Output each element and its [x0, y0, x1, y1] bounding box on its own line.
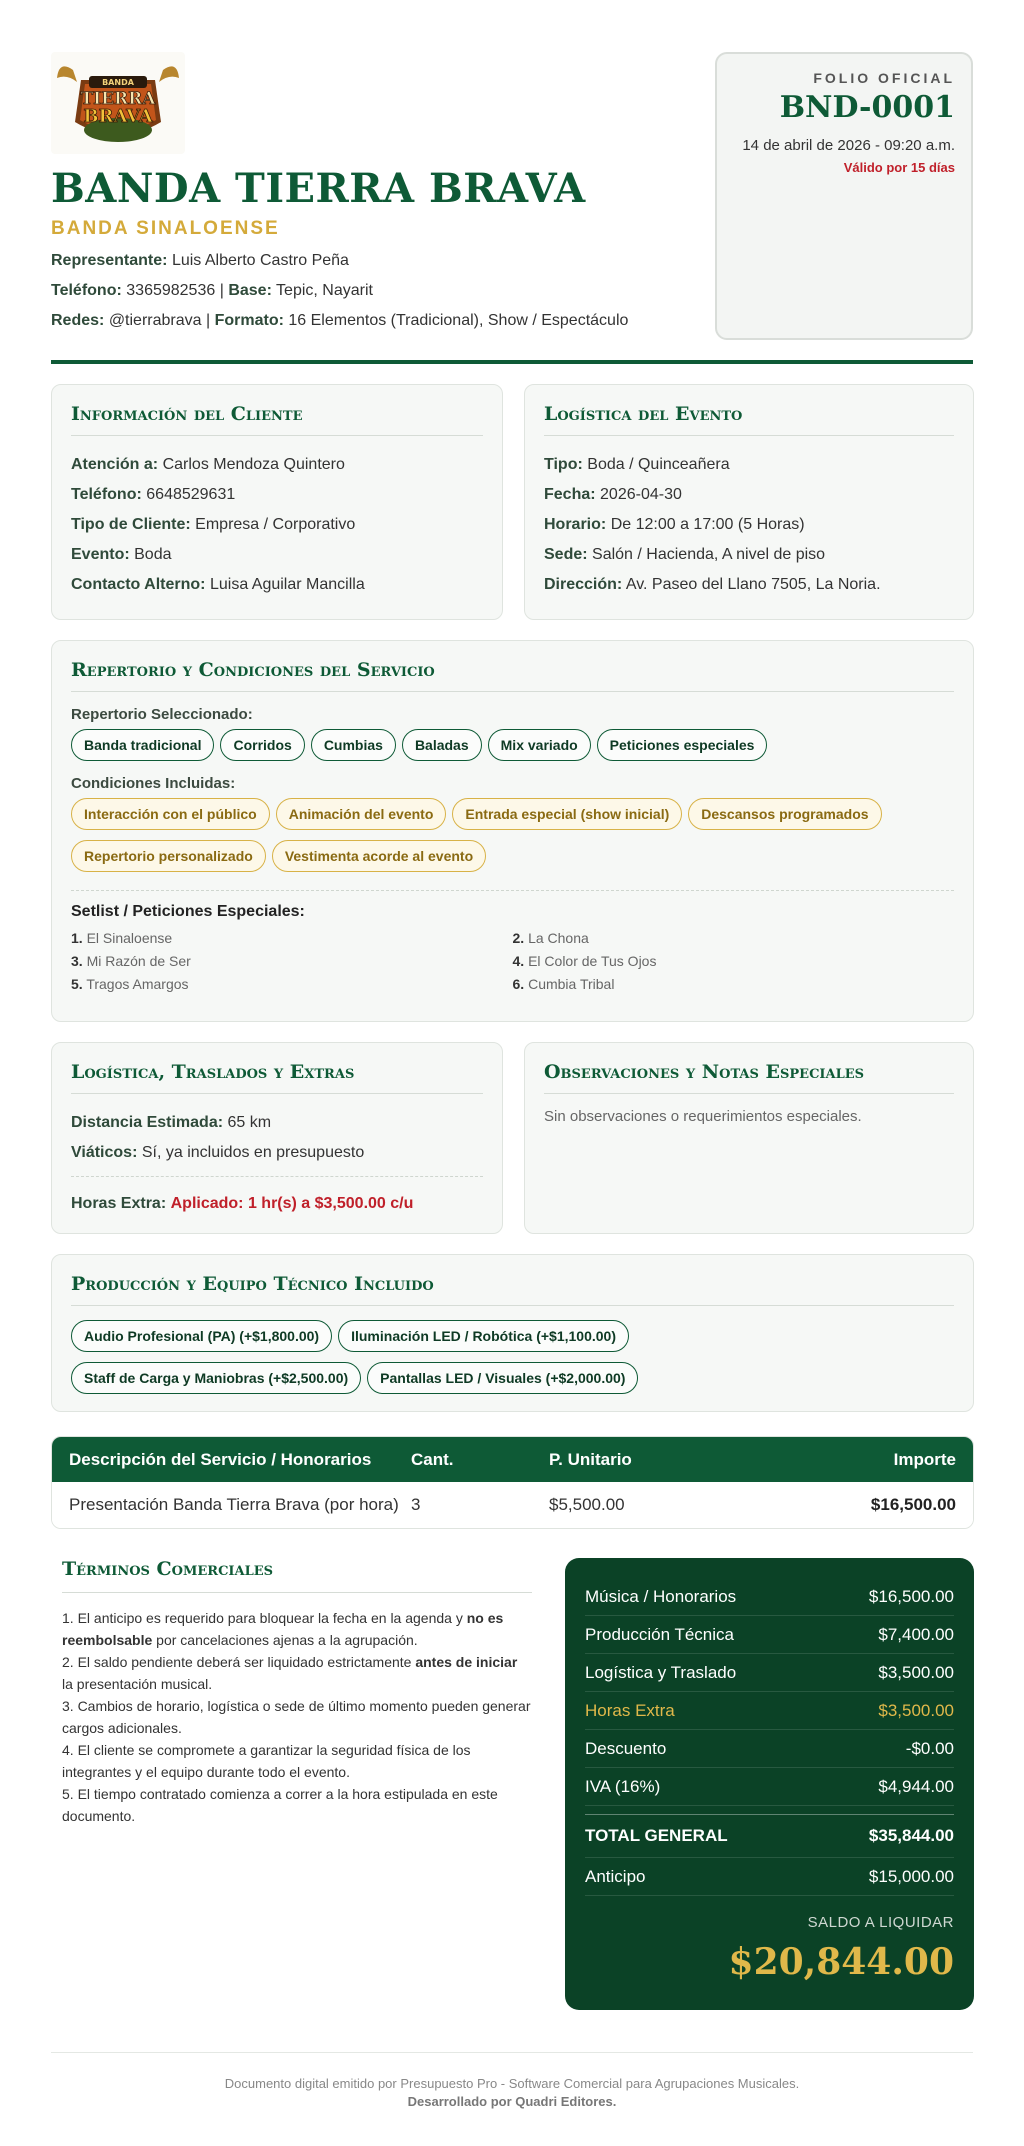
total-row-label: Horas Extra	[585, 1700, 675, 1720]
repertoire-chip: Cumbias	[311, 729, 396, 761]
setlist-number: 4.	[512, 953, 525, 969]
row-unit-price: $5,500.00	[549, 1495, 625, 1514]
table-row	[52, 1482, 973, 1528]
production-chip: Audio Profesional (PA) (+$1,800.00)	[71, 1320, 332, 1352]
event-row	[544, 570, 954, 600]
representative-value: Luis Alberto Castro Peña	[171, 252, 349, 269]
repertoire-title: Repertorio y Condiciones del Servicio	[71, 659, 954, 692]
validity-note: Válido por 15 días	[843, 160, 955, 175]
client-row-label: Contacto Alterno:	[71, 576, 206, 593]
selected-repertoire-chips	[71, 729, 954, 771]
setlist-item	[513, 927, 955, 950]
format-label: Formato:	[214, 312, 284, 329]
production-card	[51, 1254, 974, 1412]
term-item: 4. El cliente se compromete a garantizar la seguridad física de los integrantes y el equipo durante todo el evento.	[62, 1742, 471, 1780]
total-row-value: $3,500.00	[878, 1662, 954, 1682]
setlist-item	[71, 927, 513, 950]
term-text: la presentación musical.	[62, 1676, 213, 1692]
deposit-row	[585, 1858, 954, 1896]
setlist-item	[71, 973, 513, 996]
repertoire-chip: Banda tradicional	[71, 729, 214, 761]
term-item	[62, 1607, 532, 1651]
setlist-number: 5.	[71, 976, 83, 992]
client-row	[71, 480, 483, 510]
total-row	[585, 1768, 954, 1806]
condition-chip: Vestimenta acorde al evento	[272, 840, 486, 872]
band-phone-value: 3365982536	[126, 282, 216, 299]
setlist-song: Cumbia Tribal	[528, 976, 615, 992]
commercial-terms	[62, 1558, 532, 1827]
social-label: Redes:	[51, 312, 105, 329]
format-value: 16 Elementos (Tradicional), Show / Espectáculo	[288, 312, 629, 329]
viaticos-label: Viáticos:	[71, 1144, 138, 1161]
event-row-label: Fecha:	[544, 486, 596, 503]
setlist-item	[513, 950, 955, 973]
setlist	[71, 927, 954, 996]
repertoire-chip: Baladas	[402, 729, 482, 761]
event-row	[544, 510, 954, 540]
table-header	[52, 1437, 973, 1482]
total-row-value: $7,400.00	[878, 1624, 954, 1644]
client-row-label: Atención a:	[71, 456, 159, 473]
selected-repertoire-label: Repertorio Seleccionado:	[71, 706, 253, 723]
term-text: 2. El saldo pendiente deberá ser liquidado estrictamente	[62, 1654, 416, 1670]
event-row-value: 2026-04-30	[600, 486, 682, 503]
social-format-line	[51, 312, 628, 330]
total-row-value: $4,944.00	[878, 1776, 954, 1796]
deposit-value: $15,000.00	[868, 1866, 954, 1886]
setlist-item	[71, 950, 513, 973]
grand-total-label: TOTAL GENERAL	[585, 1826, 728, 1845]
total-row-value: -$0.00	[905, 1738, 954, 1758]
setlist-song: El Color de Tus Ojos	[528, 953, 657, 969]
service-table	[51, 1436, 974, 1529]
svg-text:BRAVA: BRAVA	[83, 106, 153, 127]
setlist-number: 1.	[71, 930, 83, 946]
band-phone-label: Teléfono:	[51, 282, 122, 299]
total-row	[585, 1654, 954, 1692]
client-info-card	[51, 384, 503, 620]
client-row-value: Empresa / Corporativo	[195, 516, 356, 533]
row-description: Presentación Banda Tierra Brava (por hora)	[69, 1495, 399, 1514]
grand-total-row	[585, 1814, 954, 1858]
document-header	[51, 52, 973, 360]
client-row-label: Tipo de Cliente:	[71, 516, 191, 533]
folio-label: FOLIO OFICIAL	[813, 70, 955, 86]
client-row-value: 6648529631	[146, 486, 236, 503]
repertoire-chip: Corridos	[220, 729, 304, 761]
terms-title: Términos Comerciales	[62, 1558, 532, 1593]
setlist-song: Mi Razón de Ser	[86, 953, 191, 969]
base-label: Base:	[228, 282, 272, 299]
total-row-label: Descuento	[585, 1738, 667, 1758]
separator: |	[205, 312, 211, 329]
total-row-value: $16,500.00	[868, 1586, 954, 1606]
term-item	[62, 1651, 532, 1695]
condition-chip: Repertorio personalizado	[71, 840, 266, 872]
logistics-extras-card	[51, 1042, 503, 1234]
representative-line	[51, 252, 349, 270]
total-row-extra-hours	[585, 1692, 954, 1730]
band-genre: BANDA SINALOENSE	[51, 218, 280, 239]
client-row-value: Carlos Mendoza Quintero	[162, 456, 345, 473]
client-row-label: Evento:	[71, 546, 130, 563]
event-row-value: Salón / Hacienda, A nivel de piso	[592, 546, 826, 563]
setlist-song: La Chona	[528, 930, 589, 946]
total-row-label: Producción Técnica	[585, 1624, 734, 1644]
balance-value: $20,844.00	[728, 1941, 954, 1983]
svg-text:BANDA: BANDA	[102, 78, 134, 87]
total-row-label: Logística y Traslado	[585, 1662, 737, 1682]
condition-chip: Descansos programados	[688, 798, 881, 830]
repertoire-card	[51, 640, 974, 1022]
event-row-label: Horario:	[544, 516, 607, 533]
grand-total-value: $35,844.00	[868, 1826, 954, 1845]
header-divider	[51, 360, 973, 364]
extra-hours-label: Horas Extra:	[71, 1195, 167, 1212]
notes-card	[524, 1042, 974, 1234]
setlist-number: 6.	[512, 976, 525, 992]
separator: |	[219, 282, 224, 299]
event-logistics-card	[524, 384, 974, 620]
band-logo-graphic	[51, 52, 185, 154]
band-name: BANDA TIERRA BRAVA	[51, 165, 586, 212]
event-row-label: Dirección:	[544, 576, 623, 593]
event-row	[544, 540, 954, 570]
event-row-label: Tipo:	[544, 456, 583, 473]
totals-panel	[565, 1558, 974, 2010]
event-row-value: Boda / Quinceañera	[587, 456, 730, 473]
event-row-value: Av. Paseo del Llano 7505, La Noria.	[625, 576, 881, 593]
folio-box	[715, 52, 973, 340]
divider	[71, 890, 954, 891]
balance-label: SALDO A LIQUIDAR	[807, 1914, 954, 1931]
event-row-label: Sede:	[544, 546, 588, 563]
divider	[71, 1176, 483, 1177]
client-row	[71, 540, 483, 570]
setlist-item	[513, 973, 955, 996]
row-quantity: 3	[411, 1495, 421, 1514]
client-row	[71, 510, 483, 540]
client-row-value: Boda	[134, 546, 172, 563]
logistics-extras-title: Logística, Traslados y Extras	[71, 1061, 483, 1094]
footer-credit: Desarrollado por Quadri Editores.	[407, 2094, 617, 2109]
col-amount: Importe	[893, 1450, 956, 1469]
event-row	[544, 480, 954, 510]
term-emphasis: no es reembolsable	[62, 1610, 504, 1648]
client-row	[71, 570, 483, 600]
base-value: Tepic, Nayarit	[276, 282, 373, 299]
total-row	[585, 1578, 954, 1616]
included-conditions-label: Condiciones Incluidas:	[71, 775, 236, 792]
production-chip: Staff de Carga y Maniobras (+$2,500.00)	[71, 1362, 361, 1394]
notes-text: Sin observaciones o requerimientos especiales.	[544, 1108, 862, 1125]
client-info-title: Información del Cliente	[71, 403, 483, 436]
client-row-value: Luisa Aguilar Mancilla	[209, 576, 365, 593]
document-footer	[51, 2052, 973, 2111]
client-row-label: Teléfono:	[71, 486, 142, 503]
footer-text: Documento digital emitido por Presupuesto Pro - Software Comercial para Agrupaciones Musicales.	[224, 2076, 800, 2091]
total-row-label: Música / Honorarios	[585, 1586, 737, 1606]
term-text: 1. El anticipo es requerido para bloquear la fecha en la agenda y	[62, 1610, 467, 1626]
total-row	[585, 1730, 954, 1768]
band-logo	[51, 52, 185, 154]
term-item: 5. El tiempo contratado comienza a correr a la hora estipulada en este documento.	[62, 1786, 498, 1824]
total-row-value: $3,500.00	[878, 1700, 954, 1720]
term-item: 3. Cambios de horario, logística o sede de último momento pueden generar cargos adicionales.	[62, 1698, 531, 1736]
production-chip: Pantallas LED / Visuales (+$2,000.00)	[367, 1362, 638, 1394]
total-row-label: IVA (16%)	[585, 1776, 661, 1796]
setlist-number: 3.	[71, 953, 83, 969]
viaticos-value: Sí, ya incluidos en presupuesto	[141, 1144, 365, 1161]
deposit-label: Anticipo	[585, 1866, 646, 1886]
viaticos-row	[71, 1138, 483, 1168]
condition-chip: Animación del evento	[276, 798, 447, 830]
production-chips	[71, 1320, 954, 1404]
setlist-number: 2.	[512, 930, 525, 946]
folio-number: BND-0001	[779, 90, 955, 125]
row-amount: $16,500.00	[870, 1495, 956, 1514]
social-value: @tierrabrava	[108, 312, 202, 329]
col-description: Descripción del Servicio / Honorarios	[69, 1450, 372, 1469]
condition-chip: Entrada especial (show inicial)	[452, 798, 682, 830]
term-text: por cancelaciones ajenas a la agrupación.	[152, 1632, 418, 1648]
production-chip: Iluminación LED / Robótica (+$1,100.00)	[338, 1320, 629, 1352]
distance-row	[71, 1108, 483, 1138]
repertoire-chip: Mix variado	[488, 729, 591, 761]
svg-text:TIERRA: TIERRA	[80, 89, 156, 109]
setlist-song: Tragos Amargos	[86, 976, 189, 992]
phone-base-line	[51, 282, 373, 300]
setlist-song: El Sinaloense	[86, 930, 173, 946]
distance-value: 65 km	[227, 1114, 272, 1131]
term-emphasis: antes de iniciar	[415, 1654, 518, 1670]
col-unit-price: P. Unitario	[549, 1450, 632, 1469]
client-row	[71, 450, 483, 480]
repertoire-chip: Peticiones especiales	[597, 729, 768, 761]
included-conditions-chips	[71, 798, 954, 882]
production-title: Producción y Equipo Técnico Incluido	[71, 1273, 954, 1306]
extra-hours-value: Aplicado: 1 hr(s) a $3,500.00 c/u	[170, 1195, 414, 1212]
event-logistics-title: Logística del Evento	[544, 403, 954, 436]
representative-label: Representante:	[51, 252, 168, 269]
distance-label: Distancia Estimada:	[71, 1114, 224, 1131]
notes-title: Observaciones y Notas Especiales	[544, 1061, 954, 1094]
total-row	[585, 1616, 954, 1654]
event-row-value: De 12:00 a 17:00 (5 Horas)	[610, 516, 805, 533]
extra-hours-row	[71, 1189, 483, 1219]
condition-chip: Interacción con el público	[71, 798, 270, 830]
event-row	[544, 450, 954, 480]
col-quantity: Cant.	[411, 1450, 454, 1469]
folio-date: 14 de abril de 2026 - 09:20 a.m.	[742, 137, 955, 154]
setlist-label: Setlist / Peticiones Especiales:	[71, 903, 305, 920]
